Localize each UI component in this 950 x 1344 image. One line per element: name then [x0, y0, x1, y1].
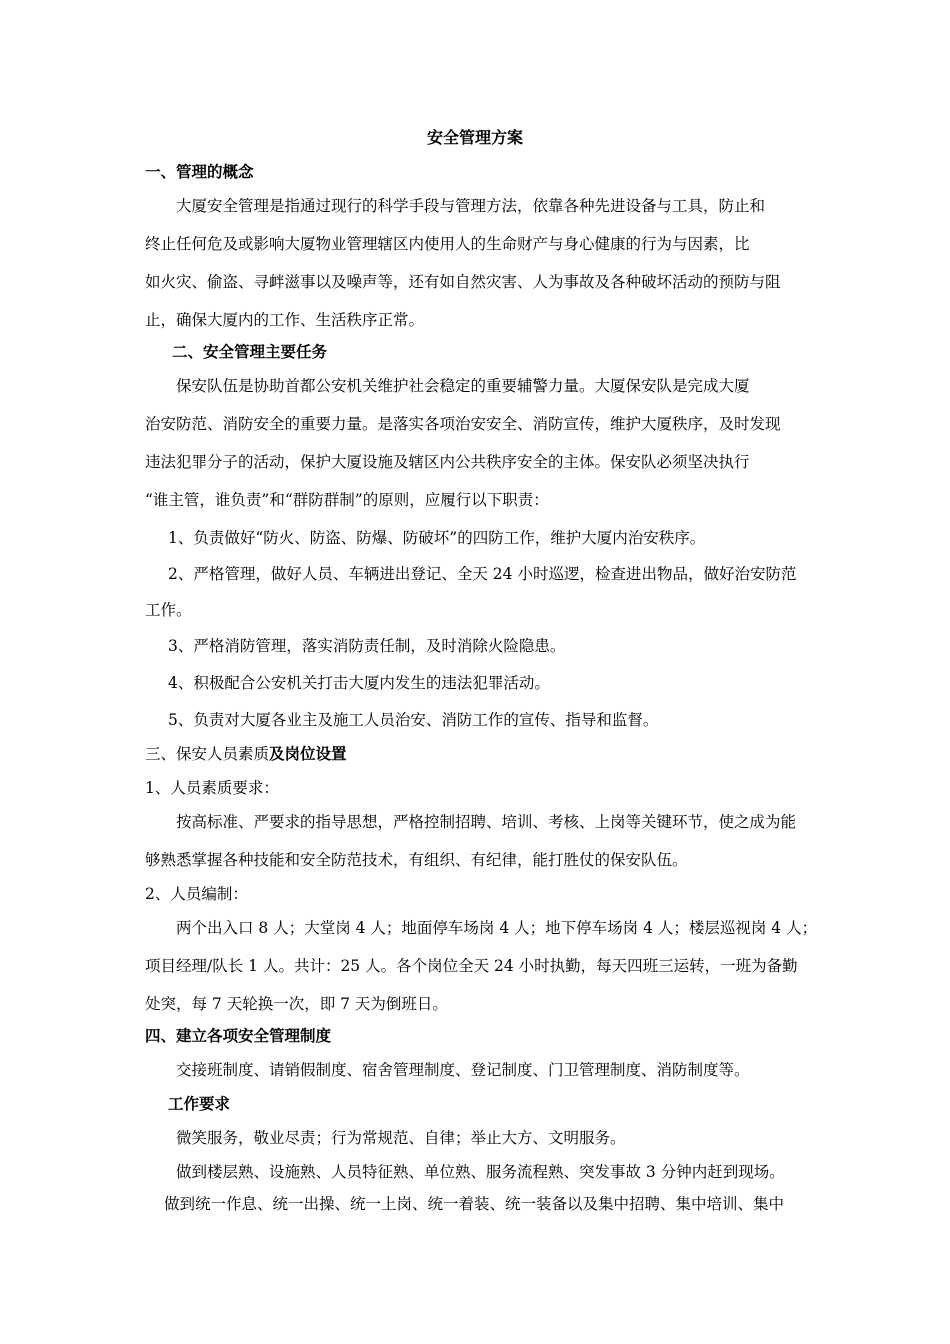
duty-item: 4、积极配合公安机关打击大厦内发生的违法犯罪活动。 — [168, 674, 550, 692]
duty-item: 1、负责做好“防火、防盗、防爆、防破坏”的四防工作，维护大厦内治安秩序。 — [168, 529, 706, 547]
duty-item: 5、负责对大厦各业主及施工人员治安、消防工作的宣传、指导和监督。 — [168, 711, 659, 729]
section-heading-concept: 一、管理的概念 — [145, 162, 254, 181]
section-heading-personnel — [145, 744, 347, 766]
document-title: 安全管理方案 — [426, 128, 523, 147]
duty-item: 3、严格消防管理，落实消防责任制，及时消除火险隐患。 — [168, 637, 566, 655]
paragraph-line: 终止任何危及或影响大厦物业管理辖区内使用人的生命财产与身心健康的行为与因素，比 — [145, 235, 750, 253]
subsection-heading: 2、人员编制： — [145, 885, 248, 903]
section-heading-part-bold: 及岗位设置 — [269, 744, 347, 763]
paragraph-line: 违法犯罪分子的活动，保护大厦设施及辖区内公共秩序安全的主体。保安队必须坚决执行 — [145, 453, 750, 471]
paragraph-line: 处突，每 7 天轮换一次，即 7 天为倒班日。 — [145, 995, 448, 1013]
paragraph-line: 两个出入口 8 人；大堂岗 4 人；地面停车场岗 4 人；地下停车场岗 4 人；楼层巡视岗 4 人； — [176, 919, 818, 937]
paragraph-line: 止，确保大厦内的工作、生活秩序正常。 — [145, 311, 425, 329]
paragraph-line: 微笑服务，敬业尽责；行为常规范、自律；举止大方、文明服务。 — [176, 1129, 626, 1147]
paragraph-line: 大厦安全管理是指通过现行的科学手段与管理方法，依靠各种先进设备与工具，防止和 — [176, 197, 766, 215]
paragraph-line: 按高标准、严要求的指导思想，严格控制招聘、培训、考核、上岗等关键环节，使之成为能 — [176, 813, 797, 831]
paragraph-line: “谁主管，谁负责”和“群防群制”的原则，应履行以下职责： — [145, 491, 549, 509]
paragraph-line: 交接班制度、请销假制度、宿舍管理制度、登记制度、门卫管理制度、消防制度等。 — [176, 1061, 750, 1079]
paragraph-line: 如火灾、偷盗、寻衅滋事以及噪声等，还有如自然灾害、人为事故及各种破坏活动的预防与阻 — [145, 273, 781, 291]
paragraph-line: 做到楼层熟、设施熟、人员特征熟、单位熟、服务流程熟、突发事故 3 分钟内赶到现场。 — [176, 1163, 785, 1181]
duty-item: 2、严格管理，做好人员、车辆进出登记、全天 24 小时巡逻，检查进出物品，做好治安防范 — [168, 565, 797, 583]
paragraph-line: 保安队伍是协助首都公安机关维护社会稳定的重要辅警力量。大厦保安队是完成大厦 — [176, 377, 750, 395]
duty-item-continuation: 工作。 — [145, 601, 192, 619]
section-heading-tasks: 二、安全管理主要任务 — [172, 342, 328, 361]
paragraph-line: 够熟悉掌握各种技能和安全防范技术，有组织、有纪律，能打胜仗的保安队伍。 — [145, 851, 688, 869]
section-heading-systems: 四、建立各项安全管理制度 — [145, 1026, 332, 1045]
subsection-heading-work: 工作要求 — [168, 1094, 231, 1113]
section-heading-part: 三、保安人员素质 — [145, 745, 270, 763]
subsection-heading: 1、人员素质要求： — [145, 779, 279, 797]
paragraph-line: 治安防范、消防安全的重要力量。是落实各项治安安全、消防宣传，维护大厦秩序，及时发现 — [145, 415, 781, 433]
paragraph-line: 项目经理/队长 1 人。共计：25 人。各个岗位全天 24 小时执勤，每天四班三运转，一班为备勤 — [145, 957, 798, 975]
paragraph-line: 做到统一作息、统一出操、统一上岗、统一着装、统一装备以及集中招聘、集中培训、集中 — [164, 1195, 785, 1213]
